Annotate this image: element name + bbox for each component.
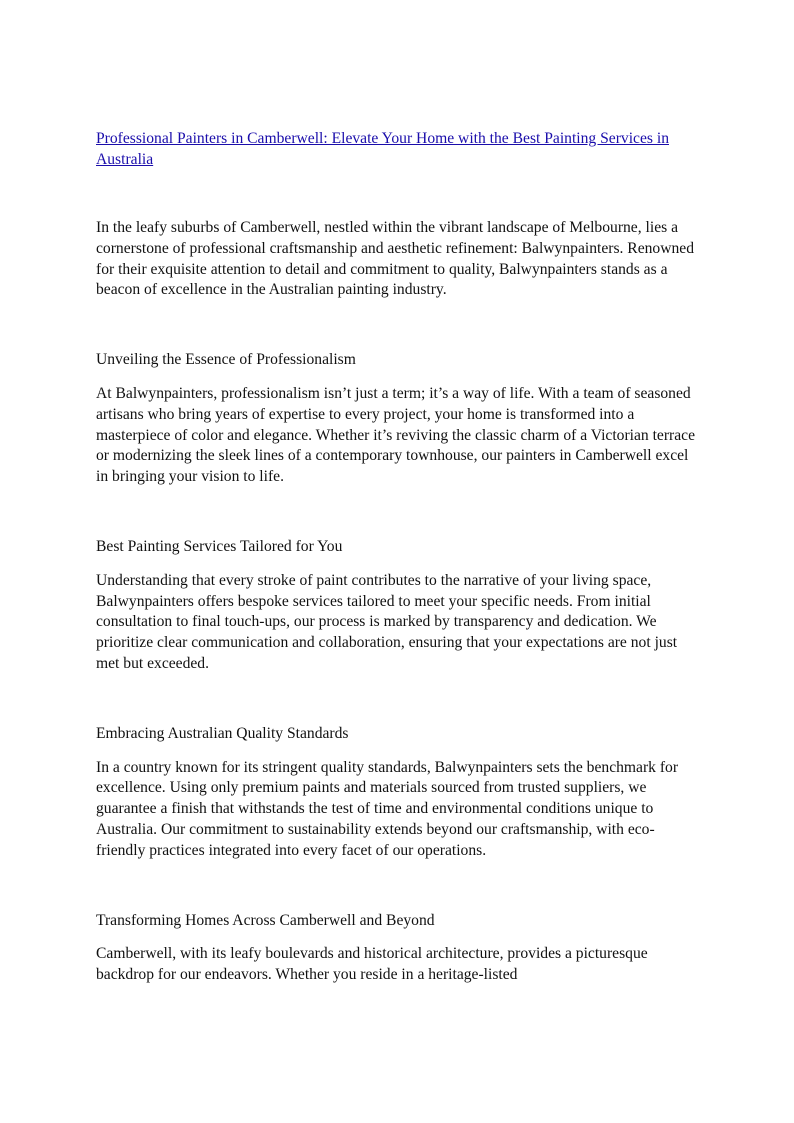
- section-heading-quality: Embracing Australian Quality Standards: [96, 724, 349, 742]
- section-heading-professionalism: Unveiling the Essence of Professionalism: [96, 351, 356, 369]
- title-link[interactable]: Professional Painters in Camberwell: Elevate Your Home with the Best Painting Services in Australia: [96, 130, 669, 168]
- intro-paragraph: In the leafy suburbs of Camberwell, nestled within the vibrant landscape of Melbourne, lies a cornerstone of professional craftsmanship and aesthetic refinement: Balwynpainters. Renowned for their exquisite attention to detail and commitment to quality, Balwynpainters stands as a beacon of excellence in the Australian painting industry.: [96, 219, 694, 299]
- section-body-services: Understanding that every stroke of paint contributes to the narrative of your living space, Balwynpainters offers bespoke services tailored to meet your specific needs. From initial consultation to final touch-ups, our process is marked by transparency and dedication. We prioritize clear communication and collaboration, ensuring that your expectations are not just met but exceeded.: [96, 571, 678, 672]
- document-page: [96, 128, 696, 986]
- section-body-professionalism: At Balwynpainters, professionalism isn’t just a term; it’s a way of life. With a team of seasoned artisans who bring years of expertise to every project, your home is transformed into a masterpiece of color and elegance. Whether it’s reviving the classic charm of a Victorian terrace or modernizing the sleek lines of a contemporary townhouse, our painters in Camberwell excel in bringing your vision to life.: [96, 384, 696, 486]
- section-body-transforming: Camberwell, with its leafy boulevards and historical architecture, provides a picturesque backdrop for our endeavors. Whether you reside in a heritage-listed: [96, 945, 648, 984]
- section-heading-transforming: Transforming Homes Across Camberwell and Beyond: [96, 911, 435, 929]
- section-heading-services: Best Painting Services Tailored for You: [96, 537, 343, 555]
- section-body-quality: In a country known for its stringent quality standards, Balwynpainters sets the benchmark for excellence. Using only premium paints and materials sourced from trusted suppliers, we guarantee a finish that withstands the test of time and environmental conditions unique to Australia. Our commitment to sustainability extends beyond our craftsmanship, with eco-friendly practices integrated into every facet of our operations.: [96, 758, 679, 859]
- document-title: [96, 128, 676, 170]
